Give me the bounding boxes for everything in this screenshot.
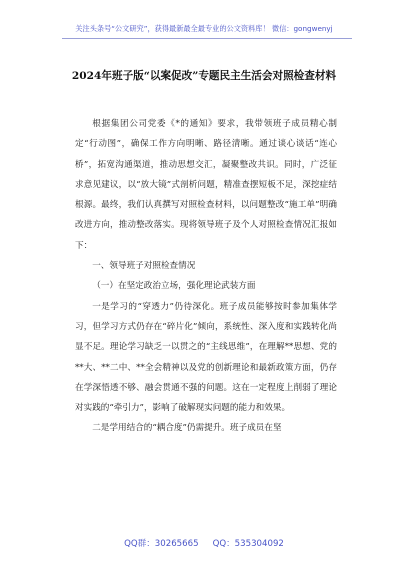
- document-title: 2024年班子版“以案促改”专题民主生活会对照检查材料: [71, 70, 337, 82]
- intro-paragraph: 根据集团公司党委《*的通知》要求，我带领班子成员精心制定“行动图”，确保工作方向明晰、路径清晰。通过谈心谈话“连心桥”，拓宽沟通渠道，推动思想交汇，凝聚整改共识。同时，广泛征求意见建议，以“放大镜”式剖析问题，精准查摆短板不足，深挖症结根源。最终，我们认真撰写对照检查材料，以问题整改“施工单”明确改进方向，推动整改落实。现将领导班子及个人对照检查情况汇报如下：: [75, 119, 337, 251]
- footer-contact: [0, 537, 408, 549]
- body-paragraph-1: 一是学习的“穿透力”仍待深化。班子成员能够按时参加集体学习，但学习方式仍存在“碎片化”倾向，系统性、深入度和实践转化尚显不足。理论学习缺乏一以贯之的“主线思维”，在理解**思想、党的**大、**二中、**全会精神以及党的创新理论和最新政策方面，仍存在学深悟透不够、融会贯通不强的问题。这在一定程度上削弱了理论对实践的“牵引力”，影响了破解现实问题的能力和效果。: [75, 301, 337, 414]
- subsection-heading: （一）在坚定政治立场，强化理论武装方面: [92, 281, 256, 292]
- section-heading: 一、领导班子对照检查情况: [92, 261, 196, 272]
- document-body: [75, 114, 337, 439]
- footer-qq-group: QQ群：30265665: [124, 539, 199, 549]
- header-promo-text: 关注头条号“公文研究”，获得最新最全最专业的公文资料库！ 微信：gongwenyj: [75, 24, 333, 33]
- header-divider: [62, 38, 352, 39]
- footer-qq: QQ：535304092: [212, 539, 284, 549]
- body-paragraph-2: 二是学用结合的“耦合度”仍需提升。班子成员在坚: [92, 423, 282, 434]
